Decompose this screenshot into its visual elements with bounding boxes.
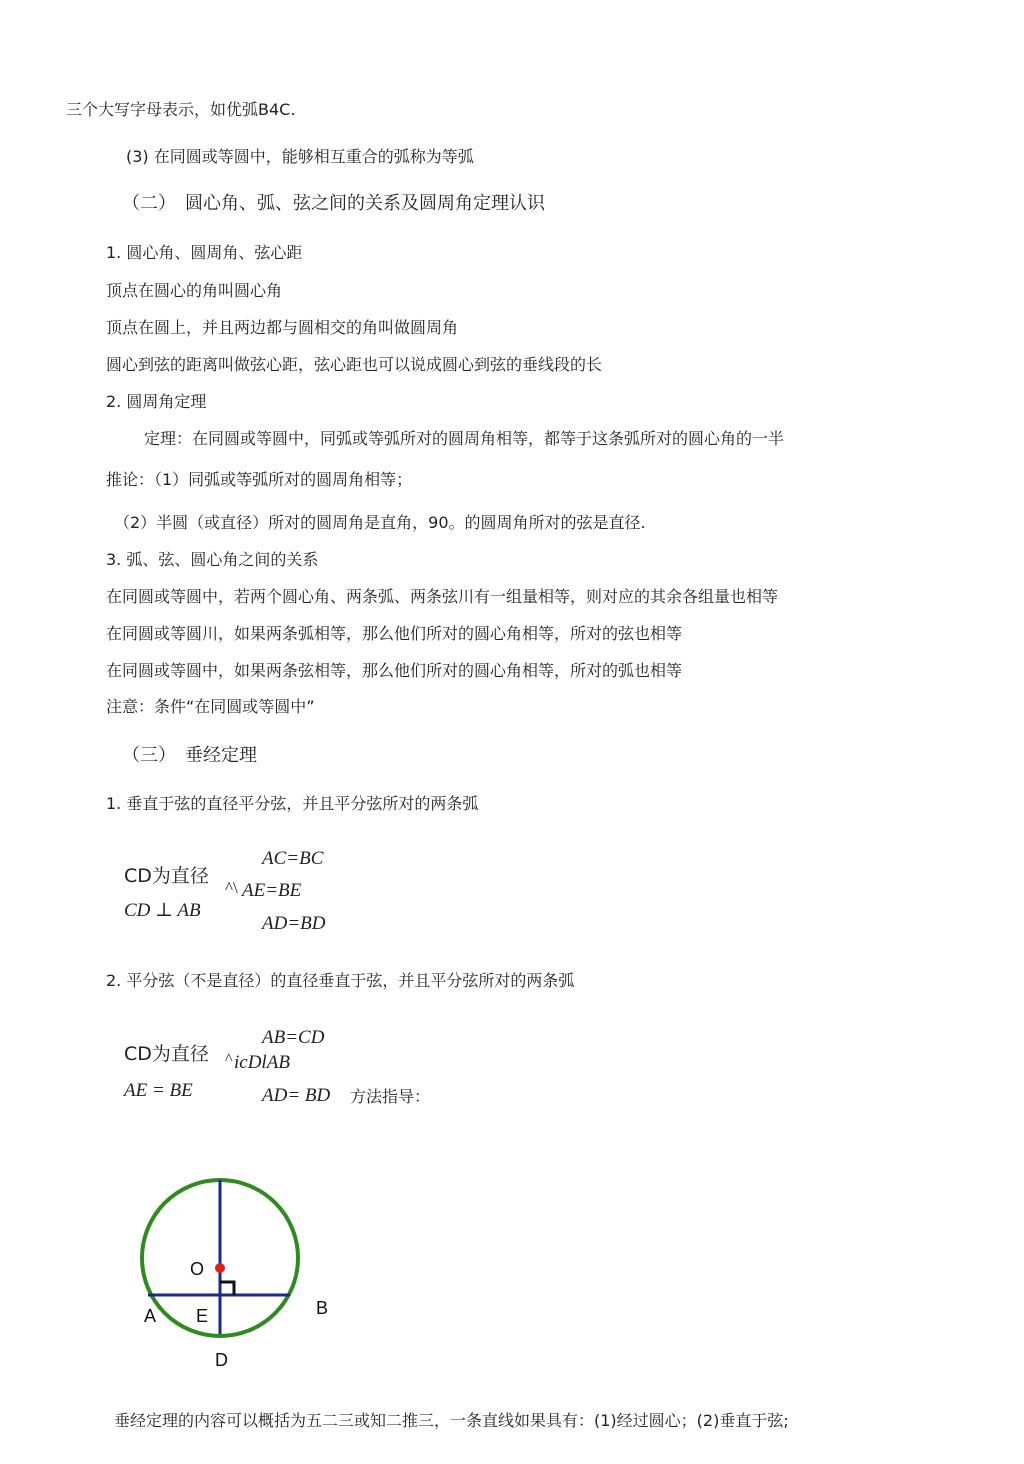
formula-2-icdlab: icDlAB [234, 1052, 290, 1073]
line-17: 2. 平分弦（不是直径）的直径垂直于弦，并且平分弦所对的两条弧 [106, 971, 575, 990]
section-heading-3: （三） 垂经定理 [122, 745, 257, 766]
line-11: 3. 弧、弦、圆心角之间的关系 [106, 550, 319, 569]
line-4: 顶点在圆心的角叫圆心角 [106, 281, 283, 300]
label-o: O [190, 1259, 205, 1279]
line-13: 在同圆或等圆川，如果两条弧相等，那么他们所对的圆心角相等，所对的弦也相等 [106, 624, 683, 643]
method-guide-label: 方法指导： [350, 1087, 431, 1106]
section-heading-2: （二） 圆心角、弧、弦之间的关系及圆周角定理认识 [122, 193, 545, 214]
formula-2-symbol: ^ [225, 1051, 233, 1068]
label-b: B [316, 1298, 329, 1318]
line-7: 2. 圆周角定理 [106, 392, 207, 411]
line-14: 在同圆或等圆中，如果两条弦相等，那么他们所对的圆心角相等，所对的弧也相等 [106, 661, 683, 680]
formula-2-cd-diameter: CD为直径 [124, 1043, 209, 1065]
line-10: （2）半圆（或直径）所对的圆周角是直角，90。的圆周角所对的弦是直径. [114, 513, 646, 532]
formula-1-ad-bd: AD=BD [262, 913, 326, 934]
formula-1-cd-perp-ab: CD ⊥ AB [124, 900, 201, 921]
center-point-o [215, 1263, 225, 1273]
line-9: 推论：（1）同弧或等弧所对的圆周角相等； [106, 470, 413, 489]
line-18: 垂经定理的内容可以概括为五二三或知二推三，一条直线如果具有：(1)经过圆心；(2)垂直于弦; [114, 1411, 789, 1430]
formula-1-ac-bc: AC=BC [262, 848, 324, 869]
label-a: A [144, 1306, 157, 1326]
formula-1-cd-diameter: CD为直径 [124, 865, 209, 887]
perpendicular-diameter-diagram [120, 1160, 350, 1380]
line-2: (3) 在同圆或等圆中，能够相互重合的弧称为等弧 [126, 147, 474, 166]
line-16: 1. 垂直于弦的直径平分弦，并且平分弦所对的两条弧 [106, 794, 479, 813]
label-d: D [215, 1350, 228, 1370]
label-e: E [196, 1306, 209, 1326]
line-8: 定理：在同圆或等圆中，同弧或等弧所对的圆周角相等，都等于这条弧所对的圆心角的一半 [144, 429, 785, 448]
formula-2-ae-be: AE = BE [124, 1080, 193, 1101]
line-1: 三个大写字母表示，如优弧B4C. [66, 100, 296, 119]
right-angle-mark [220, 1282, 234, 1295]
line-3: 1. 圆心角、圆周角、弦心距 [106, 243, 303, 262]
line-15: 注意：条件“在同圆或等圆中” [106, 697, 315, 716]
formula-1-ae-be: AE=BE [242, 880, 302, 901]
formula-2-ab-cd: AB=CD [262, 1027, 325, 1048]
line-6: 圆心到弦的距离叫做弦心距，弦心距也可以说成圆心到弦的垂线段的长 [106, 355, 603, 374]
line-12: 在同圆或等圆中，若两个圆心角、两条弧、两条弦川有一组量相等，则对应的其余各组量也相等 [106, 587, 779, 606]
formula-2-ad-bd: AD= BD [262, 1085, 331, 1106]
formula-1-symbol: ^\ [225, 878, 238, 897]
line-5: 顶点在圆上，并且两边都与圆相交的角叫做圆周角 [106, 318, 459, 337]
